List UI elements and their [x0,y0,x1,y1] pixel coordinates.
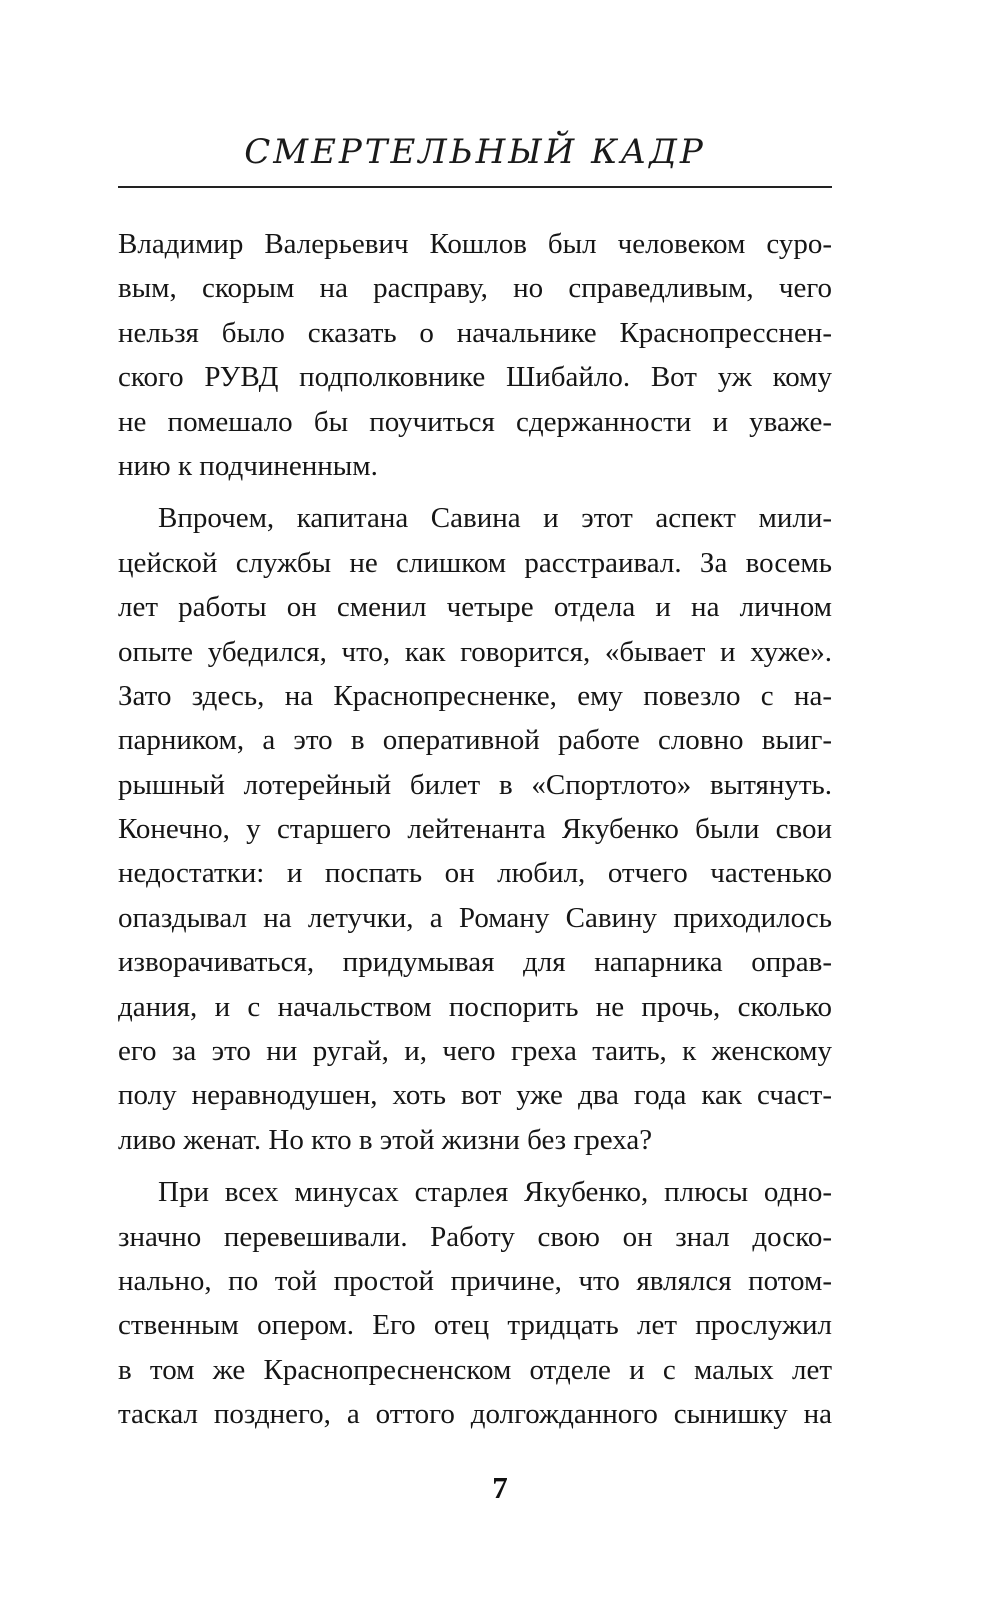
paragraph-2-line-7: рышный лотерейный билет в «Спортлото» вытянуть. [118,768,832,801]
paragraph-2-line-6: парником, а это в оперативной работе словно выиг- [118,724,832,757]
paragraph-2-line-5: Зато здесь, на Краснопресненке, ему повезло с на- [118,679,832,712]
paragraph-2-line-2: цейской службы не слишком расстраивал. За восемь [118,546,832,579]
paragraph-2-line-11: изворачиваться, придумывая для напарника оправ- [118,946,832,979]
paragraph-3-line-1: При всех минусах старлея Якубенко, плюсы одно- [158,1176,832,1209]
paragraph-2-line-9: недостатки: и поспать он любил, отчего частенько [118,857,832,890]
paragraph-3-line-3: нально, по той простой причине, что являлся потом- [118,1264,832,1297]
paragraph-2-line-8: Конечно, у старшего лейтенанта Якубенко были свои [118,813,832,846]
paragraph-2-line-14: полу неравнодушен, хоть вот уже два года как счаст- [118,1079,832,1112]
paragraph-1-line-2: вым, скорым на расправу, но справедливым, чего [118,272,832,305]
header-rule [118,186,832,188]
paragraph-3-line-5: в том же Краснопресненском отделе и с малых лет [118,1353,832,1386]
running-head: СМЕРТЕЛЬНЫЙ КАДР [244,132,706,172]
paragraph-1-line-3: нельзя было сказать о начальнике Краснопресснен- [118,316,832,349]
paragraph-2-line-4: опыте убедился, что, как говорится, «бывает и хуже». [118,635,832,668]
paragraph-gap [118,1162,832,1170]
paragraph-1-line-4: ского РУВД подполковнике Шибайло. Вот уж кому [118,361,832,394]
paragraph-1-line-5: не помешало бы поучиться сдержанности и уваже- [118,405,832,438]
paragraph-1-line-1: Владимир Валерьевич Кошлов был человеком суро- [118,228,832,260]
page-number: 7 [492,1470,508,1505]
paragraph-1-line-6: нию к подчиненным. [118,449,378,482]
paragraph-2-line-13: его за это ни ругай, и, чего греха таить, к женскому [118,1035,832,1068]
paragraph-2-line-15: ливо женат. Но кто в этой жизни без греха? [118,1123,653,1156]
paragraph-3-line-4: ственным опером. Его отец тридцать лет прослужил [118,1309,832,1342]
paragraph-3-line-2: значно перевешивали. Работу свою он знал доско- [118,1220,832,1253]
body-text [118,222,832,1437]
paragraph-2-line-3: лет работы он сменил четыре отдела и на личном [118,591,832,624]
paragraph-2-line-10: опаздывал на летучки, а Роману Савину приходилось [118,901,832,934]
paragraph-2-line-12: дания, и с начальством поспорить не прочь, сколько [118,990,832,1023]
paragraph-2-line-1: Впрочем, капитана Савина и этот аспект мили- [158,502,832,535]
paragraph-gap [118,488,832,496]
paragraph-3-line-6: таскал позднего, а оттого долгожданного сынишку на [118,1398,832,1431]
